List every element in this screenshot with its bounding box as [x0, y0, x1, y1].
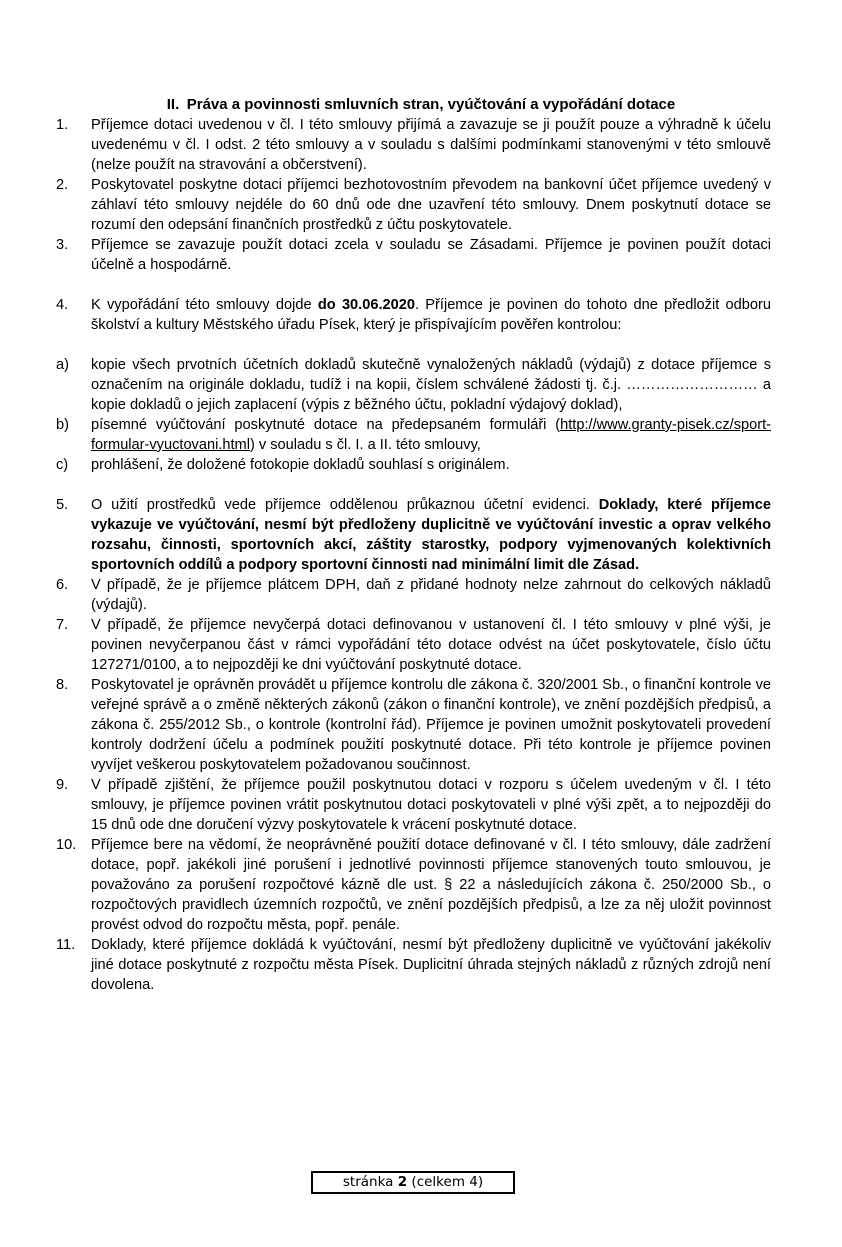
clause-list: [56, 115, 771, 995]
clause-text: Poskytovatel je oprávněn provádět u příjemce kontrolu dle zákona č. 320/2001 Sb., o finanční kontrole ve veřejné správě a o změně některých zákonů (zákon o finanční kontrole), ve znění pozdějších předpisů, a zákona č. 255/2012 Sb., o kontrole (kontrolní řád). Příjemce je povinen umožnit poskytovateli provedení kontroly dodržení účelu a podmínek použití poskytnuté dotace. Při této kontrole je příjemce povinen vyvíjet veškerou poskytovatelem požadovanou součinnost.: [91, 677, 771, 773]
subclause-text: [91, 415, 771, 455]
subclause-b: [56, 415, 771, 455]
clause-number: 3.: [56, 237, 69, 253]
clause-3: [56, 235, 771, 275]
clause-number: 2.: [56, 177, 69, 193]
subclause-c: [56, 455, 771, 475]
clause-text: Příjemce bere na vědomí, že neoprávněné použití dotace definované v čl. I této smlouvy, dále zadržení dotace, popř. jakékoli jiné porušení i jednotlivé povinnosti příjemce stanovených touto smlouvou, je považováno za porušení rozpočtové kázně dle ust. § 22 a následujících zákona č. 250/2000 Sb., o rozpočtových pravidlech územních rozpočtů, ve znění pozdějších předpisů, a lze za něj uložit povinnost provést odvod do rozpočtu města, popř. penále.: [91, 837, 771, 933]
clause-6: [56, 575, 771, 615]
clause-number: 4.: [56, 297, 69, 313]
clause-text-part: . Příjemce je povinen do tohoto dne předložit odboru školství a kultury Městského úřadu Písek, který je přispívajícím pověřen kontrolou:: [91, 297, 771, 333]
clause-text: Příjemce se zavazuje použít dotaci zcela v souladu se Zásadami. Příjemce je povinen použít dotaci účelně a hospodárně.: [91, 237, 771, 273]
page-number-box: [311, 1171, 515, 1194]
clause-10: [56, 835, 771, 935]
subclause-letter: b): [56, 417, 69, 433]
page-label: stránka: [342, 1174, 398, 1190]
clause-number: 1.: [56, 117, 69, 133]
clause-text: Doklady, které příjemce dokládá k vyúčtování, nesmí být předloženy duplicitně ve vyúčtování jakékoliv jiné dotace poskytnuté z rozpočtu města Písek. Duplicitní úhrada stejných nákladů z různých zdrojů není dovolena.: [91, 937, 771, 993]
clause-text: V případě, že příjemce nevyčerpá dotaci definovanou v ustanovení čl. I této smlouvy v plné výši, je povinen nevyčerpanou část v rámci vypořádání této dotace odvést na účet poskytovatele, číslo účtu 127271/0100, a to nejpozději ke dni vyúčtování poskytnuté dotace.: [91, 617, 771, 673]
clause-number: 8.: [56, 677, 69, 693]
clause-text-part: O užití prostředků vede příjemce oddělenou průkaznou účetní evidenci.: [91, 497, 599, 513]
clause-text: [91, 495, 771, 575]
clause-2: [56, 175, 771, 235]
clause-number: 7.: [56, 617, 69, 633]
clause-4: [56, 295, 771, 335]
clause-text: V případě zjištění, že příjemce použil poskytnutou dotaci v rozporu s účelem uvedeným v čl. I této smlouvy, je příjemce povinen vrátit poskytnutou dotaci poskytovateli v plné výši zpět, a to nejpozději do 15 dnů ode dne doručení výzvy poskytovatele k vrácení poskytnuté dotace.: [91, 777, 771, 833]
clause-5: [56, 495, 771, 575]
clause-text: V případě, že je příjemce plátcem DPH, daň z přidané hodnoty nelze zahrnout do celkových nákladů (výdajů).: [91, 577, 771, 613]
clause-11: [56, 935, 771, 995]
clause-7: [56, 615, 771, 675]
clause-bold-text: Doklady, které příjemce vykazuje ve vyúčtování, nesmí být předloženy duplicitně ve vyúčtování investic a oprav velkého rozsahu, činnosti, sportovních akcí, záštity starostky, podpory vyjmenovaných kolektivních sportovních oddílů a podpory sportovní činnosti nad minimální limit dle Zásad.: [91, 497, 771, 573]
subclause-text: kopie všech prvotních účetních dokladů skutečně vynaložených nákladů (výdajů) z dotace příjemce s označením na originále dokladu, tudíž i na kopii, číslem schválené žádosti tj. č.j. ……………………… a kopie dokladů o jejich zaplacení (výpis z běžného účtu, pokladní výdajový doklad),: [91, 357, 771, 413]
subclause-letter: c): [56, 457, 69, 473]
current-page-number: 2: [397, 1174, 408, 1190]
clause-number: 10.: [56, 837, 77, 853]
form-link[interactable]: http://www.granty-pisek.cz/sport-formular-vyuctovani.html: [91, 417, 771, 453]
clause-text-part: K vypořádání této smlouvy dojde: [91, 297, 318, 313]
clause-9: [56, 775, 771, 835]
subclause-letter: a): [56, 357, 69, 373]
subclause-text-part: písemné vyúčtování poskytnuté dotace na předepsaném formuláři (: [91, 417, 561, 433]
clause-text: [91, 295, 771, 335]
clause-number: 6.: [56, 577, 69, 593]
clause-1: [56, 115, 771, 175]
clause-number: 11.: [56, 937, 76, 953]
deadline-date: do 30.06.2020: [317, 297, 415, 313]
clause-text: Příjemce dotaci uvedenou v čl. I této smlouvy přijímá a zavazuje se ji použít pouze a výhradně k účelu uvedenému v čl. I odst. 2 této smlouvy a v souladu s dalšími podmínkami stanovenými v této smlouvě (nelze použít na stravování a občerstvení).: [91, 117, 771, 173]
subclause-a: [56, 355, 771, 415]
total-pages-label: (celkem 4): [407, 1174, 484, 1190]
clause-number: 9.: [56, 777, 69, 793]
clause-8: [56, 675, 771, 775]
clause-text: Poskytovatel poskytne dotaci příjemci bezhotovostním převodem na bankovní účet příjemce uvedený v záhlaví této smlouvy nejdéle do 60 dnů ode dne uzavření této smlouvy. Dnem poskytnutí dotace se rozumí den odepsání finančních prostředků z účtu poskytovatele.: [91, 177, 771, 233]
clause-number: 5.: [56, 497, 69, 513]
subclause-text-part: ) v souladu s čl. I. a II. této smlouvy,: [249, 437, 481, 453]
section-heading: II. Práva a povinnosti smluvních stran, vyúčtování a vypořádání dotace: [166, 96, 676, 113]
subclause-text: prohlášení, že doložené fotokopie dokladů souhlasí s originálem.: [91, 457, 510, 473]
